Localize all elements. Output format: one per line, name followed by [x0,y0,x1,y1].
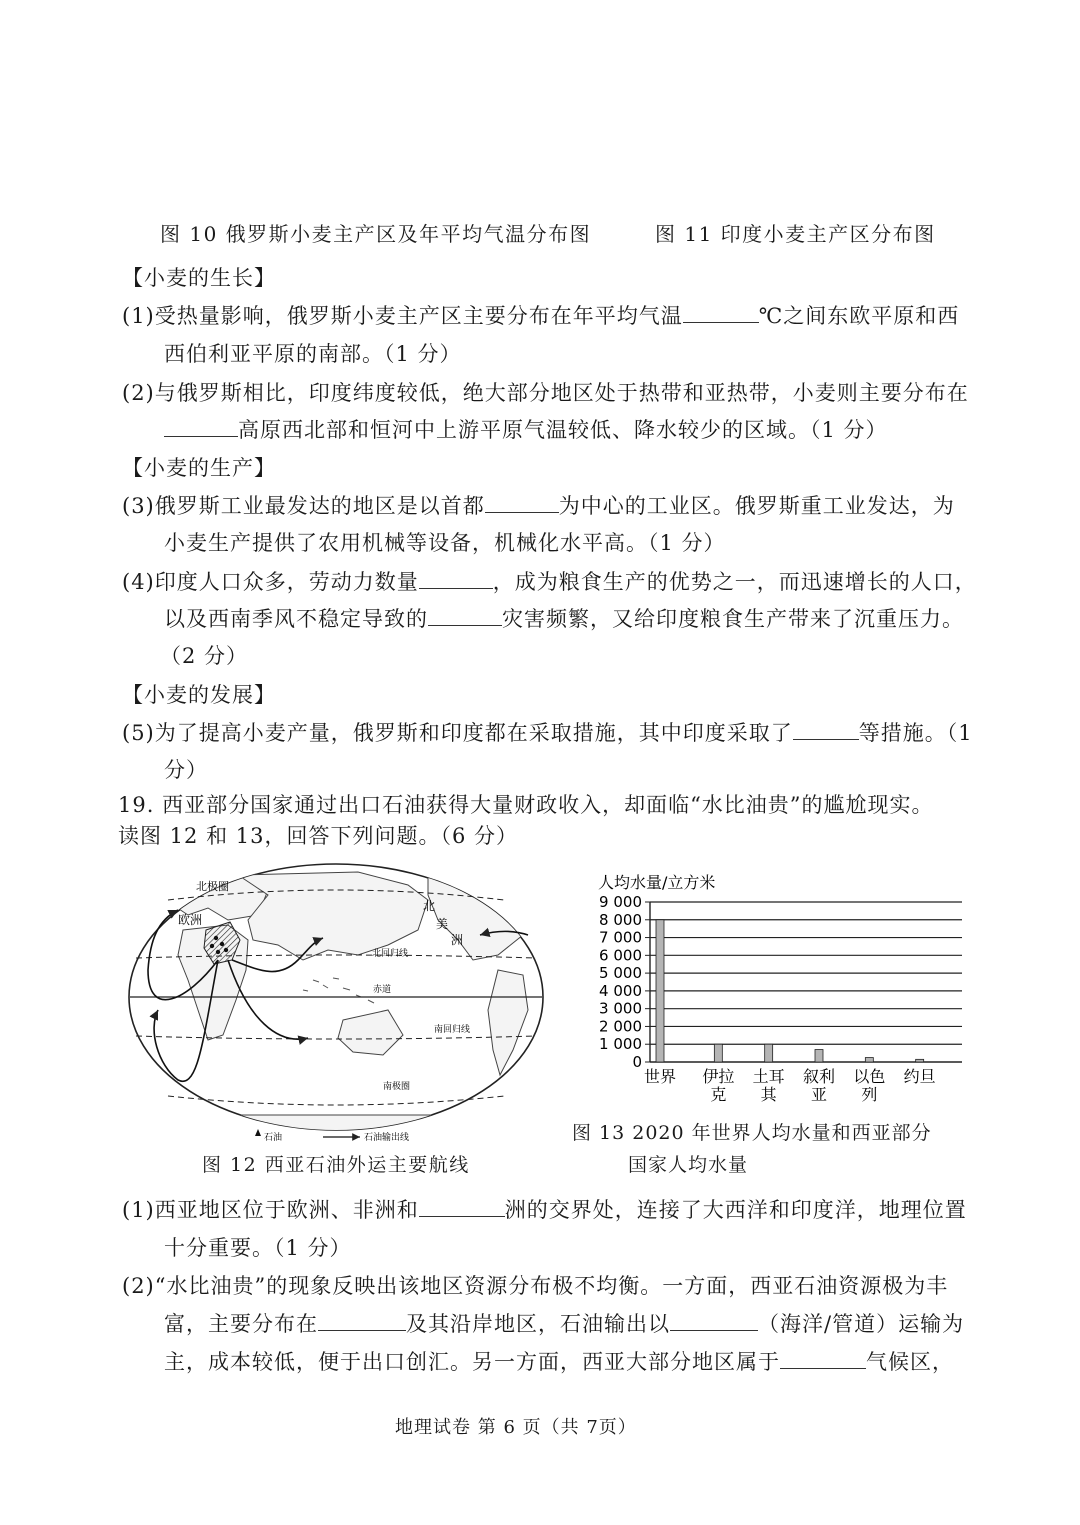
q19-2-blank-1[interactable] [318,1311,406,1331]
bar [714,1044,722,1062]
chart-title: 人均水量/立方米 [598,873,716,892]
q1-blank[interactable] [683,303,759,323]
chart-grid [650,902,962,1062]
x-tick-label: 其 [760,1085,777,1104]
q19-2-line2 [164,1308,964,1338]
q4-text-d: 灾害频繁，又给印度粮食生产带来了沉重压力。 [502,607,964,631]
label-na-1: 北 [423,899,436,913]
q19-1-text-b: 洲的交界处，连接了大西洋和印度洋，地理位置 [504,1198,967,1222]
legend-oil-label: 石油 [264,1133,283,1143]
label-na-2: 美 [436,917,449,931]
q5-line1 [122,717,973,747]
fig11-caption: 图 11 印度小麦主产区分布图 [655,222,936,246]
q19-line1: 19. 西亚部分国家通过出口石油获得大量财政收入，却面临“水比油贵”的尴尬现实。 [118,793,934,817]
water-per-capita-chart [588,866,968,1116]
label-north-pole: 北极圈 [196,880,229,893]
section-growth: 【小麦的生长】 [122,266,276,290]
q19-line2: 读图 12 和 13，回答下列问题。（6 分） [118,824,519,848]
x-tick-label: 亚 [810,1085,828,1104]
q19-2-blank-3[interactable] [780,1349,866,1369]
fig13-caption-line2: 国家人均水量 [628,1154,749,1176]
bar [916,1059,924,1062]
label-na-3: 洲 [451,933,464,947]
fig12-caption: 图 12 西亚石油外运主要航线 [202,1154,470,1176]
q19-2-text-f: 气候区， [866,1350,954,1374]
q5-line2: 分） [164,758,208,782]
x-tick-label: 土耳 [752,1067,785,1086]
q19-1-line1 [122,1194,967,1224]
y-tick-label: 1 000 [599,1035,642,1054]
x-tick-label: 伊拉 [702,1067,735,1086]
q19-2-text-b: 富，主要分布在 [164,1312,318,1336]
oil-route-map [128,860,558,1150]
y-tick-label: 3 000 [599,999,642,1018]
legend-route-label: 石油输出线 [364,1133,410,1143]
y-tick-label: 2 000 [599,1017,642,1036]
bar [765,1044,773,1062]
y-tick-label: 6 000 [599,946,642,965]
q4-text-c: 以及西南季风不稳定导致的 [164,607,428,631]
q1-text-a: (1)受热量影响，俄罗斯小麦主产区主要分布在年平均气温 [122,304,683,328]
fig13-caption-line1: 图 13 2020 年世界人均水量和西亚部分 [572,1122,932,1144]
y-tick-label: 0 [632,1053,642,1071]
q1-line1 [122,300,959,330]
q19-2-line1: (2)“水比油贵”的现象反映出该地区资源分布极不均衡。一方面，西亚石油资源极为丰 [122,1274,949,1298]
q19-2-blank-2[interactable] [670,1311,758,1331]
q1-text-b: ℃之间东欧平原和西 [758,304,960,328]
q4-text-a: (4)印度人口众多，劳动力数量 [122,570,419,594]
q4-blank-1[interactable] [419,569,493,589]
bar [865,1058,873,1062]
y-tick-label: 7 000 [599,928,642,947]
chart-yticks [599,893,650,1071]
q2-line1: (2)与俄罗斯相比，印度纬度较低，绝大部分地区处于热带和亚热带，小麦则主要分布在 [122,381,969,405]
q3-text-a: (3)俄罗斯工业最发达的地区是以首都 [122,494,485,518]
q5-text-a: (5)为了提高小麦产量，俄罗斯和印度都在采取措施，其中印度采取了 [122,721,793,745]
bar [656,920,664,1062]
landmass-antarctica [138,1115,548,1140]
q4-blank-2[interactable] [428,606,502,626]
q4-line2 [164,603,964,633]
q3-text-b: 为中心的工业区。俄罗斯重工业发达，为 [558,494,955,518]
q4-line3: （2 分） [160,644,249,668]
q19-2-text-e: 主，成本较低，便于出口创汇。另一方面，西亚大部分地区属于 [164,1350,780,1374]
section-production: 【小麦的生产】 [122,456,276,480]
q19-2-text-c: 及其沿岸地区，石油输出以 [406,1312,670,1336]
q4-text-b: ，成为粮食生产的优势之一，而迅速增长的人口， [492,570,977,594]
q2-text-b: 高原西北部和恒河中上游平原气温较低、降水较少的区域。（1 分） [238,418,888,442]
label-equator: 赤道 [373,985,392,995]
q19-2-line3 [164,1346,954,1376]
page-footer: 地理试卷 第 6 页（共 7页） [395,1417,637,1438]
label-europe: 欧洲 [178,913,203,927]
x-tick-label: 列 [861,1085,878,1104]
y-tick-label: 4 000 [599,981,642,1000]
y-tick-label: 5 000 [599,964,642,983]
q19-1-text-a: (1)西亚地区位于欧洲、非洲和 [122,1198,419,1222]
x-tick-label: 克 [710,1085,727,1104]
y-tick-label: 9 000 [599,893,642,911]
label-tropic-cancer: 北回归线 [372,949,409,959]
q5-text-b: 等措施。（1 [858,721,973,745]
label-tropic-capricorn: 南回归线 [434,1025,471,1035]
q2-line2 [164,414,888,444]
q4-line1 [122,566,977,596]
q19-1-line2: 十分重要。（1 分） [164,1236,352,1260]
q1-line2: 西伯利亚平原的南部。（1 分） [164,342,462,366]
legend-oil-icon [255,1129,261,1136]
q3-line2: 小麦生产提供了农用机械等设备，机械化水平高。（1 分） [164,531,726,555]
q19-2-text-d: （海洋/管道）运输为 [758,1312,965,1336]
x-tick-label: 叙利 [802,1067,836,1086]
x-tick-label: 世界 [643,1067,677,1086]
x-tick-label: 以色 [853,1067,886,1086]
x-tick-label: 约旦 [903,1067,936,1086]
fig10-caption: 图 10 俄罗斯小麦主产区及年平均气温分布图 [160,222,592,246]
q5-blank[interactable] [793,720,859,740]
section-development: 【小麦的发展】 [122,683,276,707]
label-antarctic: 南极圈 [383,1082,411,1092]
q3-line1 [122,490,955,520]
q19-1-blank[interactable] [419,1197,505,1217]
y-tick-label: 8 000 [599,910,642,929]
q2-blank[interactable] [164,417,238,437]
chart-xlabels [644,1067,936,1104]
bar [815,1050,823,1062]
q3-blank[interactable] [485,493,559,513]
